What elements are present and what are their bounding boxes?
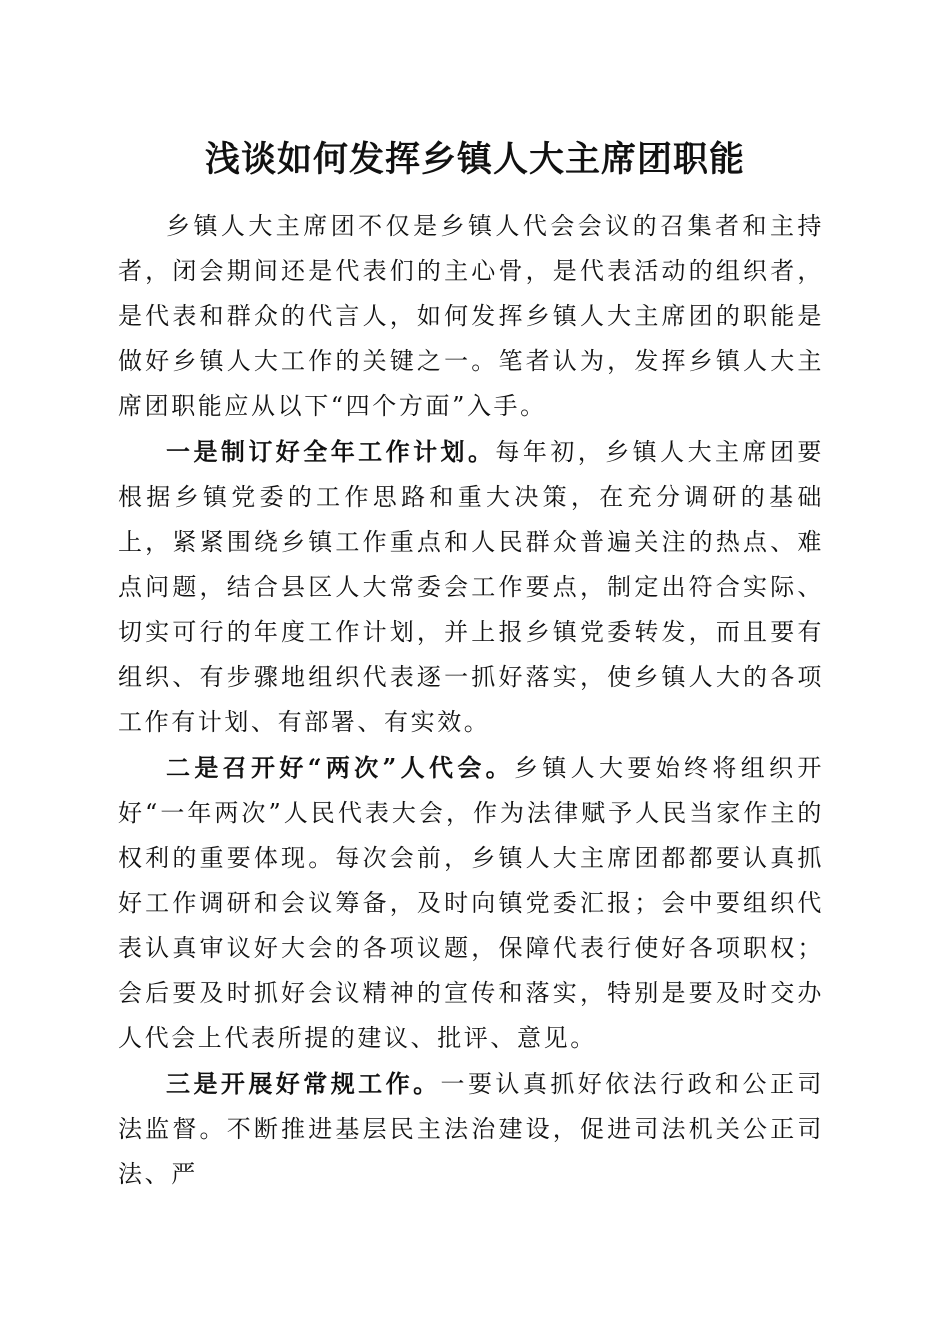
document-body xyxy=(118,204,824,1197)
section-text-2: 乡镇人大要始终将组织开好“一年两次”人民代表大会，作为法律赋予人民当家作主的权利的重要体现。每次会前，乡镇人大主席团都都要认真抓好工作调研和会议筹备，及时向镇党委汇报；会中要组织代表认真审议好大会的各项议题，保障代表行使好各项职权；会后要及时抓好会议精神的宣传和落实，特别是要及时交办人代会上代表所提的建议、批评、意见。 xyxy=(118,754,824,1052)
section-lead-1: 一是制订好全年工作计划。 xyxy=(166,437,496,466)
document-title: 浅谈如何发挥乡镇人大主席团职能 xyxy=(204,139,745,180)
section-paragraph-2 xyxy=(118,745,824,1061)
intro-paragraph: 乡镇人大主席团不仅是乡镇人代会会议的召集者和主持者，闭会期间还是代表们的主心骨，是代表活动的组织者，是代表和群众的代言人，如何发挥乡镇人大主席团的职能是做好乡镇人大工作的关键之一。笔者认为，发挥乡镇人大主席团职能应从以下“四个方面”入手。 xyxy=(118,212,824,420)
section-paragraph-3 xyxy=(118,1061,824,1197)
section-lead-2: 二是召开好“两次”人代会。 xyxy=(166,753,514,782)
section-text-1: 每年初，乡镇人大主席团要根据乡镇党委的工作思路和重大决策，在充分调研的基础上，紧紧围绕乡镇工作重点和人民群众普遍关注的热点、难点问题，结合县区人大常委会工作要点，制定出符合实际、切实可行的年度工作计划，并上报乡镇党委转发，而且要有组织、有步骤地组织代表逐一抓好落实，使乡镇人大的各项工作有计划、有部署、有实效。 xyxy=(118,438,824,736)
section-paragraph-1 xyxy=(118,429,824,745)
section-text-3: 一要认真抓好依法行政和公正司法监督。不断推进基层民主法治建设，促进司法机关公正司法、严 xyxy=(118,1070,825,1188)
section-lead-3: 三是开展好常规工作。 xyxy=(166,1069,441,1098)
